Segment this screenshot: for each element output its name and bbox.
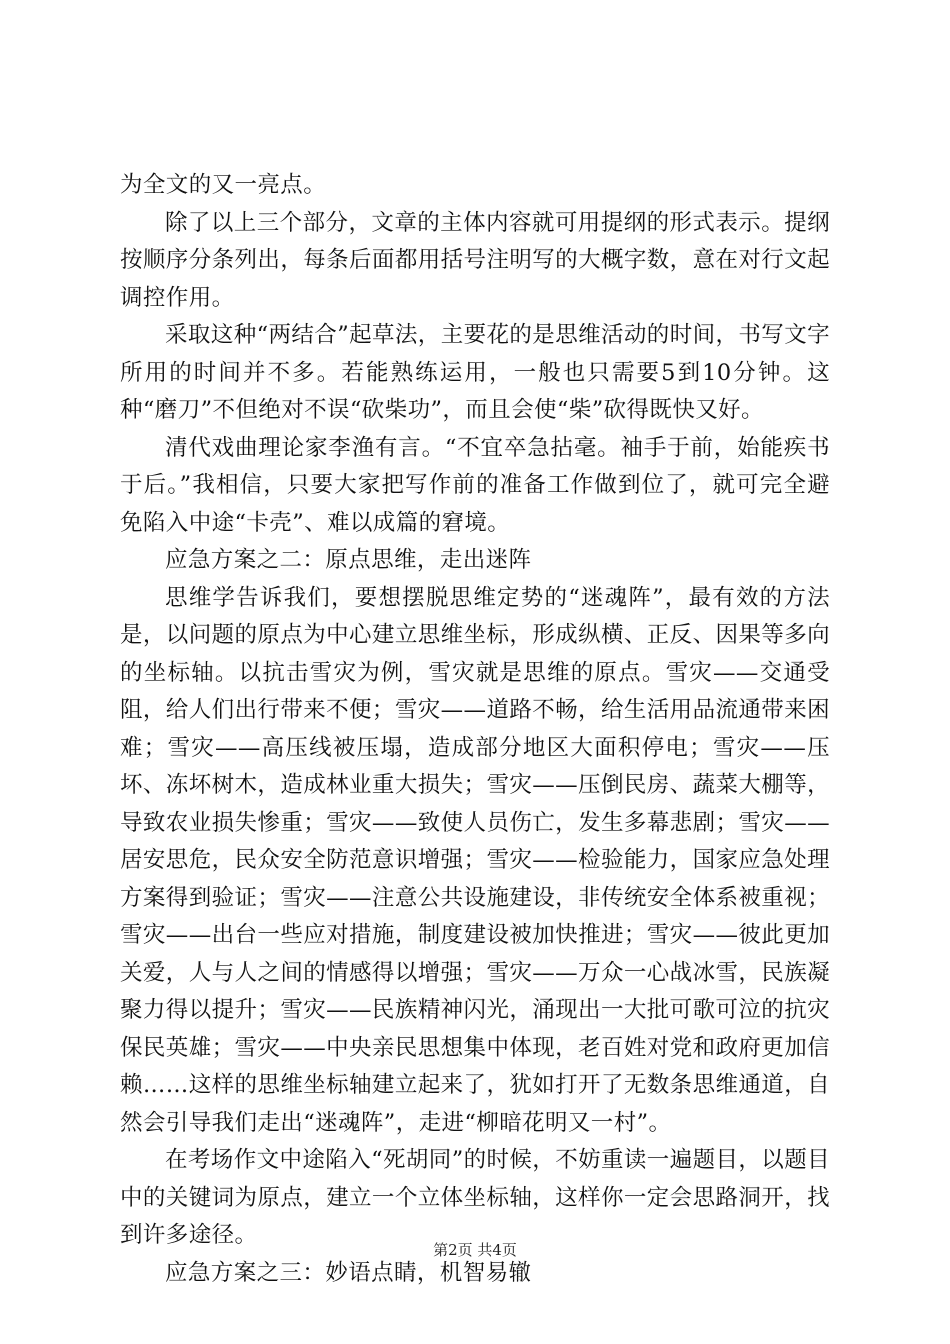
section-heading-plan-two: 应急方案之二：原点思维，走出迷阵 [165,547,532,573]
paragraph-origin-thinking: 思维学告诉我们，要想摆脱思维定势的“迷魂阵”，最有效的方法是，以问题的原点为中心建立思维坐标，形成纵横、正反、因果等多向的坐标轴。以抗击雪灾为例，雪灾就是思维的原点。雪灾——交通受阻，给人们出行带来不便；雪灾——道路不畅，给生活用品流通带来困难；雪灾——高压线被压塌，造成部分地区大面积停电；雪灾——压坏、冻坏树木，造成林业重大损失；雪灾——压倒民房、蔬菜大棚等，导致农业损失惨重；雪灾——致使人员伤亡，发生多幕悲剧；雪灾——居安思危，民众安全防范意识增强；雪灾——检验能力，国家应急处理方案得到验证；雪灾——注意公共设施建设，非传统安全体系被重视；雪灾——出台一些应对措施，制度建设被加快推进；雪灾——彼此更加关爱，人与人之间的情感得以增强；雪灾——万众一心战冰雪，民族凝聚力得以提升；雪灾——民族精神闪光，涌现出一大批可歌可泣的抗灾保民英雄；雪灾——中央亲民思想集中体现，老百姓对党和政府更加信赖……这样的思维坐标轴建立起来了，犹如打开了无数条思维通道，自然会引导我们走出“迷魂阵”，走进“柳暗花明又一村”。 [120,584,830,1136]
paragraph-two-combination: 采取这种“两结合”起草法，主要花的是思维活动的时间，书写文字所用的时间并不多。若能熟练运用，一般也只需要5到10分钟。这种“磨刀”不但绝对不误“砍柴功”，而且会使“柴”砍得既快又好。 [120,322,831,423]
paragraph-exam-advice: 在考场作文中途陷入“死胡同”的时候，不妨重读一遍题目，以题目中的关键词为原点，建立一个立体坐标轴，这样你一定会思路洞开，找到许多途径。 [120,1147,831,1248]
document-body [120,167,830,1292]
paragraph-continuation: 为全文的又一亮点。 [120,172,327,198]
paragraph-outline-method: 除了以上三个部分，文章的主体内容就可用提纲的形式表示。提纲按顺序分条列出，每条后面都用括号注明写的大概字数，意在对行文起调控作用。 [120,209,830,311]
paragraph-li-yu-quote: 清代戏曲理论家李渔有言。“不宜卒急拈毫。袖手于前，始能疾书于后。”我相信，只要大家把写作前的准备工作做到位了，就可完全避免陷入中途“卡壳”、难以成篇的窘境。 [120,434,830,536]
page-number-footer: 第2页 共4页 [433,1241,517,1259]
section-heading-plan-three: 应急方案之三：妙语点睛，机智易辙 [165,1259,532,1286]
